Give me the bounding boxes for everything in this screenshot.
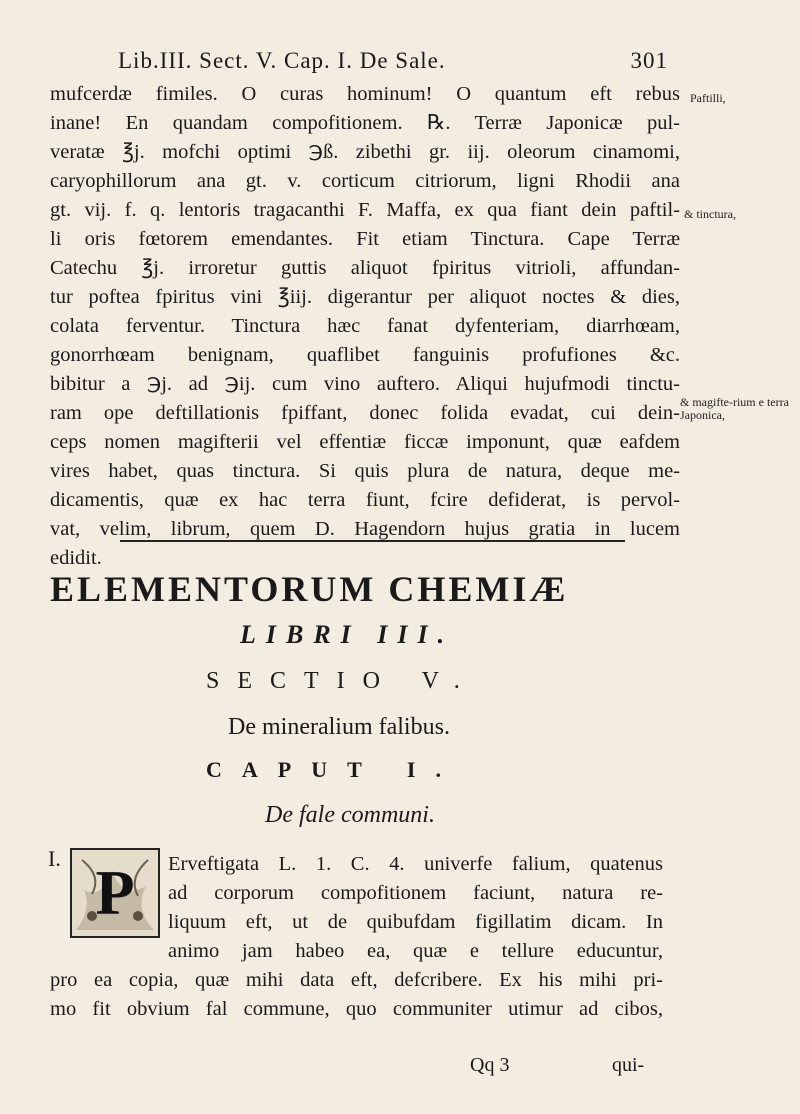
text-line: tur poftea fpiritus vini ℥iij. digerantur per aliquot noctes & dies, <box>50 286 680 308</box>
chapter-continuation <box>50 966 663 1024</box>
text-line: caryophillorum ana gt. v. corticum citriorum, ligni Rhodii ana <box>50 170 680 192</box>
text-line: colata ferventur. Tinctura hæc fanat dyfenteriam, diarrhœam, <box>50 315 680 337</box>
signature-mark: Qq 3 <box>470 1054 510 1076</box>
chapter-opening <box>168 850 663 966</box>
text-line: li oris fœtorem emendantes. Fit etiam Tinctura. Cape Terræ <box>50 228 680 250</box>
paragraph-number: I. <box>48 846 61 871</box>
running-header <box>118 48 668 74</box>
body-paragraph <box>50 80 680 573</box>
page-number: 301 <box>630 48 668 73</box>
text-line: vires habet, quas tinctura. Si quis plura de natura, deque me- <box>50 460 680 482</box>
text-line: gonorrhœam benignam, quaflibet fanguinis profufiones &c. <box>50 344 680 366</box>
text-line: pro ea copia, quæ mihi data eft, defcribere. Ex his mihi pri- <box>50 969 663 991</box>
initial-letter: P <box>95 857 135 928</box>
text-line: inane! En quandam compofitionem. ℞. Terræ Japonicæ pul- <box>50 112 680 134</box>
text-line: veratæ ℥j. mofchi optimi ℈ß. zibethi gr. iij. oleorum cinamomi, <box>50 141 680 163</box>
margin-note-tinctura: & tinctura, <box>684 207 736 221</box>
catchword: qui- <box>612 1054 645 1076</box>
text-line: mufcerdæ fimiles. O curas hominum! O quantum eft rebus <box>50 83 680 105</box>
running-title: Lib.III. Sect. V. Cap. I. De Sale. <box>118 48 446 73</box>
text-line: mo fit obvium fal commune, quo communiter utimur ad cibos, <box>50 998 663 1020</box>
book-title: ELEMENTORUM CHEMIÆ <box>50 569 569 609</box>
text-line: gt. vij. f. q. lentoris tragacanthi F. Maffa, ex qua fiant dein paftil- <box>50 199 680 221</box>
chapter-heading: CAPUT I. <box>206 757 461 782</box>
text-line: liquum eft, ut de quibufdam figillatim dicam. In <box>168 911 663 933</box>
text-line: dicamentis, quæ ex hac terra fiunt, fcire defiderat, is pervol- <box>50 489 680 511</box>
text-line: bibitur a ℈j. ad ℈ij. cum vino auftero. Aliqui hujufmodi tinctu- <box>50 373 680 395</box>
text-line: vat, velim, librum, quem D. Hagendorn hujus gratia in lucem <box>50 518 680 540</box>
section-divider <box>120 540 625 542</box>
margin-note-magisterium: & magifte-rium e terra Japonica, <box>680 395 789 422</box>
text-line: Erveftigata L. 1. C. 4. univerfe falium, quatenus <box>168 853 663 875</box>
text-line: ceps nomen magifterii vel effentiæ ficcæ imponunt, quæ eafdem <box>50 431 680 453</box>
text-line: edidit. <box>50 547 102 569</box>
text-line: animo jam habeo ea, quæ e tellure educuntur, <box>168 940 663 962</box>
text-line: ram ope deftillationis fpiffant, donec folida evadat, cui dein- <box>50 402 680 424</box>
decorated-initial <box>70 848 160 938</box>
text-line: Catechu ℥j. irroretur guttis aliquot fpiritus vitrioli, affundan- <box>50 257 680 279</box>
chapter-title: De fale communi. <box>265 802 435 828</box>
margin-note-pastilli: Paftilli, <box>690 91 726 105</box>
text-line: ad corporum compofitionem faciunt, natura re- <box>168 882 663 904</box>
book-number: LIBRI III. <box>240 620 455 649</box>
section-subtitle: De mineralium falibus. <box>228 714 450 740</box>
section-heading: SECTIO V. <box>206 668 478 694</box>
